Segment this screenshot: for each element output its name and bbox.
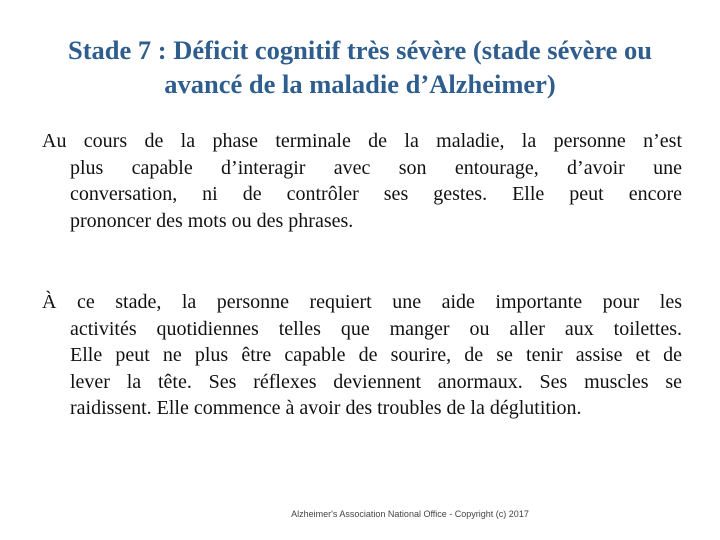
paragraph-daily-care (42, 289, 682, 422)
paragraph-line: lever la tête. Ses réflexes deviennent anormaux. Ses muscles se (70, 370, 682, 393)
paragraph-line: conversation, ni de contrôler ses gestes. Elle peut encore (70, 183, 682, 205)
paragraph-line: activités quotidiennes telles que manger ou aller aux toilettes. (70, 317, 682, 340)
slide-title-line-2: avancé de la maladie d’Alzheimer) (164, 69, 556, 99)
slide-title (20, 33, 700, 101)
paragraph-line: Au cours de la phase terminale de la maladie, la personne n’est (42, 130, 682, 152)
paragraph-line: prononcer des mots ou des phrases. (70, 209, 354, 232)
paragraph-line: À ce stade, la personne requiert une aide importante pour les (42, 291, 682, 313)
paragraph-line: raidissent. Elle commence à avoir des troubles de la déglutition. (70, 397, 582, 419)
footer-copyright: Alzheimer's Association National Office - Copyright (c) 2017 (291, 509, 529, 519)
slide-title-line-1: Stade 7 : Déficit cognitif très sévère (stade sévère ou (67, 35, 653, 65)
paragraph-terminal-phase (42, 128, 682, 234)
paragraph-line: plus capable d’interagir avec son entourage, d’avoir une (70, 156, 682, 179)
paragraph-line: Elle peut ne plus être capable de sourire, de se tenir assise et de (70, 344, 682, 366)
